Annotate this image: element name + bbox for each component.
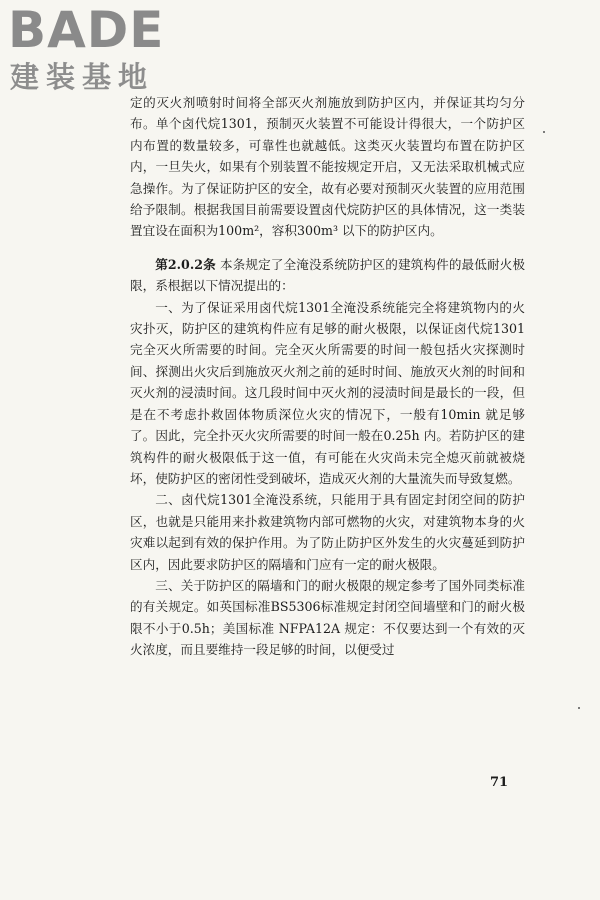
scan-speck bbox=[543, 131, 545, 133]
paragraph-continued: 定的灭火剂喷射时间将全部灭火剂施放到防护区内，并保证其均匀分布。单个卤代烷1301，预制灭火装置不可能设计得很大，一个防护区内布置的数量较多，可靠性也就越低。这类灭火装置均布置在防护区内，一旦失火，如果有个别装置不能按规定开启，又无法采取机械式应急操作。为了保证防护区的安全，故有必要对预制灭火装置的应用范围给予限制。根据我国目前需要设置卤代烷防护区的具体情况，这一类装置宜设在面积为100m²，容积300m³ 以下的防护区内。 bbox=[130, 95, 525, 239]
scan-speck bbox=[578, 707, 580, 709]
logo-wordmark: BADE bbox=[8, 1, 165, 59]
page-body bbox=[130, 92, 525, 661]
clause-text: 本条规定了全淹没系统防护区的建筑构件的最低耐火极限，系根据以下情况提出的： bbox=[130, 256, 525, 294]
publisher-logo bbox=[8, 2, 208, 98]
clause-paragraph bbox=[130, 254, 525, 297]
logo-subtitle: 建装基地 bbox=[10, 60, 155, 94]
paragraph-item-2: 二、卤代烷1301全淹没系统，只能用于具有固定封闭空间的防护区，也就是只能用来扑救建筑物内部可燃物的火灾，对建筑物本身的火灾难以起到有效的保护作用。为了防止防护区外发生的火灾蔓延到防护区内，因此要求防护区的隔墙和门应有一定的耐火极限。 bbox=[130, 492, 525, 572]
paragraph-item-3: 三、关于防护区的隔墙和门的耐火极限的规定参考了国外同类标准的有关规定。如英国标准BS5306标准规定封闭空间墙壁和门的耐火极限不小于0.5h；美国标准 NFPA12A 规定：不仅要达到一个有效的灭火浓度，而且要维持一段足够的时间，以便受过 bbox=[130, 577, 525, 658]
clause-number: 第2.0.2条 bbox=[155, 256, 216, 272]
page-number: 71 bbox=[490, 775, 509, 790]
paragraph-item-1: 一、为了保证采用卤代烷1301全淹没系统能完全将建筑物内的火灾扑灭，防护区的建筑构件应有足够的耐火极限，以保证卤代烷1301完全灭火所需要的时间。完全灭火所需要的时间一般包括火灾探测时间、探测出火灾后到施放灭火剂之前的延时时间、施放灭火剂的时间和灭火剂的浸渍时间。这几段时间中灭火剂的浸渍时间是最长的一段，但是在不考虑扑救固体物质深位火灾的情况下，一般有10min 就足够了。因此，完全扑灭火灾所需要的时间一般在0.25h 内。若防护区的建筑构件的耐火极限低于这一值，有可能在火灾尚未完全熄灭前就被烧坏，使防护区的密闭性受到破坏，造成灭火剂的大量流失而导致复燃。 bbox=[130, 299, 525, 486]
